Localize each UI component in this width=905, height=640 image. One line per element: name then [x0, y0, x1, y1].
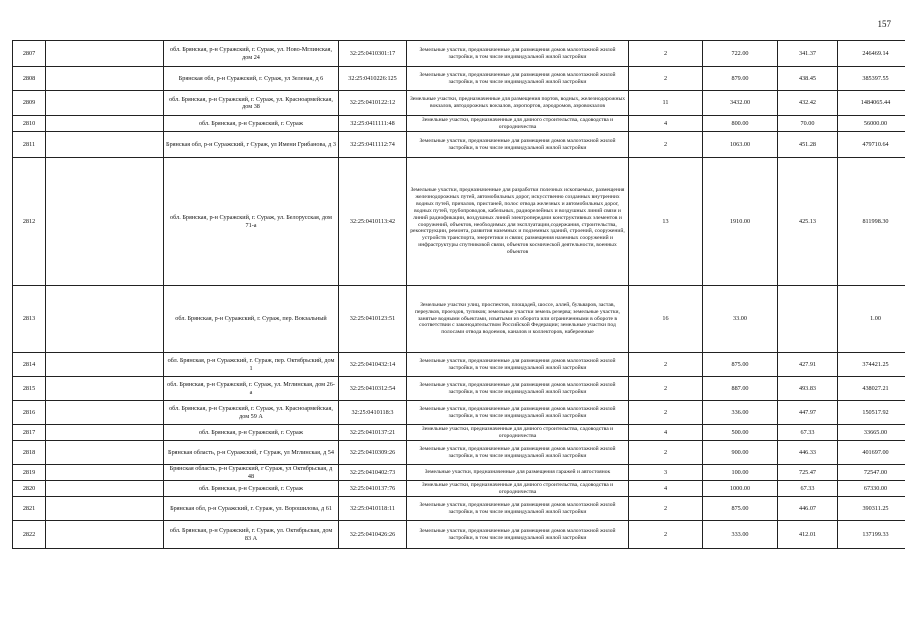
table-row — [13, 132, 905, 158]
area-cell: 1910.00 — [703, 158, 778, 286]
specific-value-cell: 67.33 — [778, 481, 838, 497]
empty-cell — [46, 425, 164, 441]
use-category-cell: 11 — [629, 91, 703, 116]
cadastral-number-cell: 32:25:0410118:3 — [339, 401, 407, 425]
cadastral-value-cell: 390311.25 — [838, 497, 905, 521]
row-number: 2807 — [13, 41, 46, 67]
empty-cell — [46, 91, 164, 116]
empty-cell — [46, 158, 164, 286]
land-use-cell: Земельные участки, предназначенные для размещения домов малоэтажной жилой застройки, в том числе индивидуальной жилой застройки — [407, 377, 629, 401]
specific-value-cell: 447.97 — [778, 401, 838, 425]
use-category-cell: 2 — [629, 132, 703, 158]
land-use-cell: Земельные участки, предназначенные для размещения портов, водных, железнодорожных вокзалов, автодорожных вокзалов, аэропортов, аэродромов, аэровокзалов — [407, 91, 629, 116]
land-use-cell: Земельные участки, предназначенные для размещения домов малоэтажной жилой застройки, в том числе индивидуальной жилой застройки — [407, 353, 629, 377]
table-row — [13, 521, 905, 549]
empty-cell — [46, 286, 164, 353]
cadastral-value-cell: 33665.00 — [838, 425, 905, 441]
cadastral-value-cell: 479710.64 — [838, 132, 905, 158]
row-number: 2811 — [13, 132, 46, 158]
specific-value-cell: 493.83 — [778, 377, 838, 401]
empty-cell — [46, 41, 164, 67]
cadastral-value-cell: 67330.00 — [838, 481, 905, 497]
area-cell: 900.00 — [703, 441, 778, 465]
cadastral-value-cell: 438027.21 — [838, 377, 905, 401]
row-number: 2821 — [13, 497, 46, 521]
table-row — [13, 116, 905, 132]
table-row — [13, 158, 905, 286]
cadastral-number-cell: 32:25:0410113:42 — [339, 158, 407, 286]
use-category-cell: 4 — [629, 425, 703, 441]
cadastral-value-cell: 137199.33 — [838, 521, 905, 549]
cadastral-number-cell: 32:25:0410137:21 — [339, 425, 407, 441]
table-body — [13, 41, 905, 549]
use-category-cell: 2 — [629, 41, 703, 67]
address-cell: обл. Брянская, р-н Суражский, г. Сураж — [164, 481, 339, 497]
use-category-cell: 13 — [629, 158, 703, 286]
land-use-cell: Земельные участки улиц, проспектов, площадей, шоссе, аллей, бульваров, застав, переулков, проездов, тупиков; земельные участки земель резерва; земельные участки, занятые водными объектами, изъятыми из оборота или ограниченными в обороте в соответствии с законодательством Российской Федерации; земельные участки под полосами отвода водоемов, каналов и коллекторов, набережные — [407, 286, 629, 353]
row-number: 2820 — [13, 481, 46, 497]
cadastral-number-cell: 32:25:0410137:76 — [339, 481, 407, 497]
empty-cell — [46, 67, 164, 91]
row-number: 2818 — [13, 441, 46, 465]
cadastral-value-cell: 246469.14 — [838, 41, 905, 67]
land-use-cell: Земельные участки, предназначенные для размещения домов малоэтажной жилой застройки, в том числе индивидуальной жилой застройки — [407, 401, 629, 425]
land-use-cell: Земельные участки, предназначенные для размещения домов малоэтажной жилой застройки, в том числе индивидуальной жилой застройки — [407, 521, 629, 549]
specific-value-cell: 451.28 — [778, 132, 838, 158]
cadastral-value-cell: 1484065.44 — [838, 91, 905, 116]
address-cell: обл. Брянская, р-н Суражский, г. Сураж, пер. Октябрьский, дом 1 — [164, 353, 339, 377]
area-cell: 500.00 — [703, 425, 778, 441]
use-category-cell: 4 — [629, 116, 703, 132]
specific-value-cell: 70.00 — [778, 116, 838, 132]
area-cell: 100.00 — [703, 465, 778, 481]
table-row — [13, 67, 905, 91]
row-number: 2808 — [13, 67, 46, 91]
use-category-cell: 2 — [629, 377, 703, 401]
specific-value-cell: 438.45 — [778, 67, 838, 91]
use-category-cell: 2 — [629, 441, 703, 465]
land-use-cell: Земельные участки, предназначенные для дачного строительства, садоводства и огородничества — [407, 481, 629, 497]
row-number: 2813 — [13, 286, 46, 353]
cadastral-number-cell: 32:25:0410226:125 — [339, 67, 407, 91]
use-category-cell: 3 — [629, 465, 703, 481]
cadastral-number-cell: 32:25:0410118:11 — [339, 497, 407, 521]
use-category-cell: 16 — [629, 286, 703, 353]
address-cell: обл. Брянская, р-н Суражский, г. Сураж, ул. Красноармейская, дом 59 А — [164, 401, 339, 425]
cadastral-value-cell: 811998.30 — [838, 158, 905, 286]
row-number: 2816 — [13, 401, 46, 425]
address-cell: Брянская обл, р-н Суражский, г Сураж, ул Имени Грибанова, д 3 — [164, 132, 339, 158]
empty-cell — [46, 116, 164, 132]
address-cell: обл. Брянская, р-н Суражский, г. Сураж, ул. Мглинская, дом 26-а — [164, 377, 339, 401]
cadastral-value-table — [12, 40, 905, 549]
land-use-cell: Земельные участки, предназначенные для разработки полезных ископаемых, размещения железнодорожных путей, автомобильных дорог, искусственно созданных внутренних водных путей, причалов, пристаней, полос отвода железных и автомобильных дорог, водных путей, трубопроводов, кабельных, радиорелейных и воздушных линий связи и линий радиофикации, воздушных линий электропередачи конструктивных элементов и сооружений, объектов, необходимых для эксплуатации,содержания, строительства, реконструкции, ремонта, развития наземных и подземных зданий, строений, сооружений, устройств транспорта, энергетики и связи; размещения наземных сооружений и инфраструктуры спутниковой связи, объектов космической деятельности, военных объектов — [407, 158, 629, 286]
cadastral-number-cell: 32:25:0410123:51 — [339, 286, 407, 353]
use-category-cell: 2 — [629, 497, 703, 521]
cadastral-number-cell: 32:25:0410402:73 — [339, 465, 407, 481]
empty-cell — [46, 497, 164, 521]
specific-value-cell: 725.47 — [778, 465, 838, 481]
land-use-cell: Земельные участки, предназначенные для размещения домов малоэтажной жилой застройки, в том числе индивидуальной жилой застройки — [407, 132, 629, 158]
address-cell: Брянская обл, р-н Суражский, г. Сураж, ул. Ворошилова, д 61 — [164, 497, 339, 521]
area-cell: 722.00 — [703, 41, 778, 67]
row-number: 2809 — [13, 91, 46, 116]
empty-cell — [46, 401, 164, 425]
land-use-cell: Земельные участки, предназначенные для размещения гаражей и автостоянок — [407, 465, 629, 481]
address-cell: Брянская область, р-н Суражский, г Сураж, ул Мглинская, д 54 — [164, 441, 339, 465]
table-row — [13, 401, 905, 425]
row-number: 2812 — [13, 158, 46, 286]
cadastral-number-cell: 32:25:0410122:12 — [339, 91, 407, 116]
area-cell: 800.00 — [703, 116, 778, 132]
address-cell: Брянская область, р-н Суражский, г Сураж, ул Октябрьская, д 48 — [164, 465, 339, 481]
table-row — [13, 441, 905, 465]
row-number: 2815 — [13, 377, 46, 401]
cadastral-value-cell: 72547.00 — [838, 465, 905, 481]
cadastral-value-cell: 401697.00 — [838, 441, 905, 465]
table-row — [13, 91, 905, 116]
address-cell: обл. Брянская, р-н Суражский, г. Сураж, ул. Ново-Мглинская, дом 24 — [164, 41, 339, 67]
area-cell: 879.00 — [703, 67, 778, 91]
land-use-cell: Земельные участки, предназначенные для дачного строительства, садоводства и огородничества — [407, 425, 629, 441]
empty-cell — [46, 377, 164, 401]
cadastral-value-cell: 1.00 — [838, 286, 905, 353]
empty-cell — [46, 441, 164, 465]
address-cell: обл. Брянская, р-н Суражский, г. Сураж — [164, 116, 339, 132]
address-cell: Брянская обл, р-н Суражский, г. Сураж, ул Зеленая, д 6 — [164, 67, 339, 91]
cadastral-number-cell: 32:25:0410309:26 — [339, 441, 407, 465]
empty-cell — [46, 132, 164, 158]
specific-value-cell: 446.33 — [778, 441, 838, 465]
empty-cell — [46, 353, 164, 377]
area-cell: 875.00 — [703, 497, 778, 521]
use-category-cell: 4 — [629, 481, 703, 497]
specific-value-cell: 432.42 — [778, 91, 838, 116]
address-cell: обл. Брянская, р-н Суражский, г. Сураж, пер. Вокзальный — [164, 286, 339, 353]
land-use-cell: Земельные участки, предназначенные для размещения домов малоэтажной жилой застройки, в том числе индивидуальной жилой застройки — [407, 41, 629, 67]
land-use-cell: Земельные участки, предназначенные для размещения домов малоэтажной жилой застройки, в том числе индивидуальной жилой застройки — [407, 67, 629, 91]
address-cell: обл. Брянская, р-н Суражский, г. Сураж, ул. Красноармейская, дом 38 — [164, 91, 339, 116]
land-use-cell: Земельные участки, предназначенные для размещения домов малоэтажной жилой застройки, в том числе индивидуальной жилой застройки — [407, 441, 629, 465]
cadastral-value-cell: 385397.55 — [838, 67, 905, 91]
table-row — [13, 497, 905, 521]
cadastral-number-cell: 32:25:0410301:17 — [339, 41, 407, 67]
use-category-cell: 2 — [629, 401, 703, 425]
specific-value-cell: 427.91 — [778, 353, 838, 377]
table-row — [13, 481, 905, 497]
table-row — [13, 286, 905, 353]
row-number: 2814 — [13, 353, 46, 377]
area-cell: 1000.00 — [703, 481, 778, 497]
empty-cell — [46, 481, 164, 497]
cadastral-value-cell: 56000.00 — [838, 116, 905, 132]
land-use-cell: Земельные участки, предназначенные для размещения домов малоэтажной жилой застройки, в том числе индивидуальной жилой застройки — [407, 497, 629, 521]
row-number: 2817 — [13, 425, 46, 441]
area-cell: 336.00 — [703, 401, 778, 425]
empty-cell — [46, 521, 164, 549]
area-cell: 1063.00 — [703, 132, 778, 158]
area-cell: 887.00 — [703, 377, 778, 401]
address-cell: обл. Брянская, р-н Суражский, г. Сураж — [164, 425, 339, 441]
area-cell: 333.00 — [703, 521, 778, 549]
specific-value-cell: 67.33 — [778, 425, 838, 441]
empty-cell — [46, 465, 164, 481]
table-row — [13, 377, 905, 401]
specific-value-cell: 341.37 — [778, 41, 838, 67]
specific-value-cell: 446.07 — [778, 497, 838, 521]
cadastral-number-cell: 32:25:0410426:26 — [339, 521, 407, 549]
area-cell: 33.00 — [703, 286, 778, 353]
use-category-cell: 2 — [629, 353, 703, 377]
row-number: 2822 — [13, 521, 46, 549]
table-row — [13, 425, 905, 441]
cadastral-value-cell: 150517.92 — [838, 401, 905, 425]
page-number: 157 — [877, 19, 891, 29]
table-row — [13, 465, 905, 481]
table-row — [13, 353, 905, 377]
address-cell: обл. Брянская, р-н Суражский, г. Сураж, ул. Белорусская, дом 71-а — [164, 158, 339, 286]
specific-value-cell — [778, 286, 838, 353]
row-number: 2810 — [13, 116, 46, 132]
cadastral-number-cell: 32:25:0410432:14 — [339, 353, 407, 377]
cadastral-number-cell: 32:25:0411111:48 — [339, 116, 407, 132]
specific-value-cell: 425.13 — [778, 158, 838, 286]
cadastral-number-cell: 32:25:0411112:74 — [339, 132, 407, 158]
specific-value-cell: 412.01 — [778, 521, 838, 549]
cadastral-number-cell: 32:25:0410312:54 — [339, 377, 407, 401]
cadastral-value-cell: 374421.25 — [838, 353, 905, 377]
row-number: 2819 — [13, 465, 46, 481]
use-category-cell: 2 — [629, 67, 703, 91]
land-use-cell: Земельные участки, предназначенные для дачного строительства, садоводства и огородничества — [407, 116, 629, 132]
area-cell: 3432.00 — [703, 91, 778, 116]
area-cell: 875.00 — [703, 353, 778, 377]
table-row — [13, 41, 905, 67]
use-category-cell: 2 — [629, 521, 703, 549]
address-cell: обл. Брянская, р-н Суражский, г. Сураж, ул. Октябрьская, дом 83 А — [164, 521, 339, 549]
